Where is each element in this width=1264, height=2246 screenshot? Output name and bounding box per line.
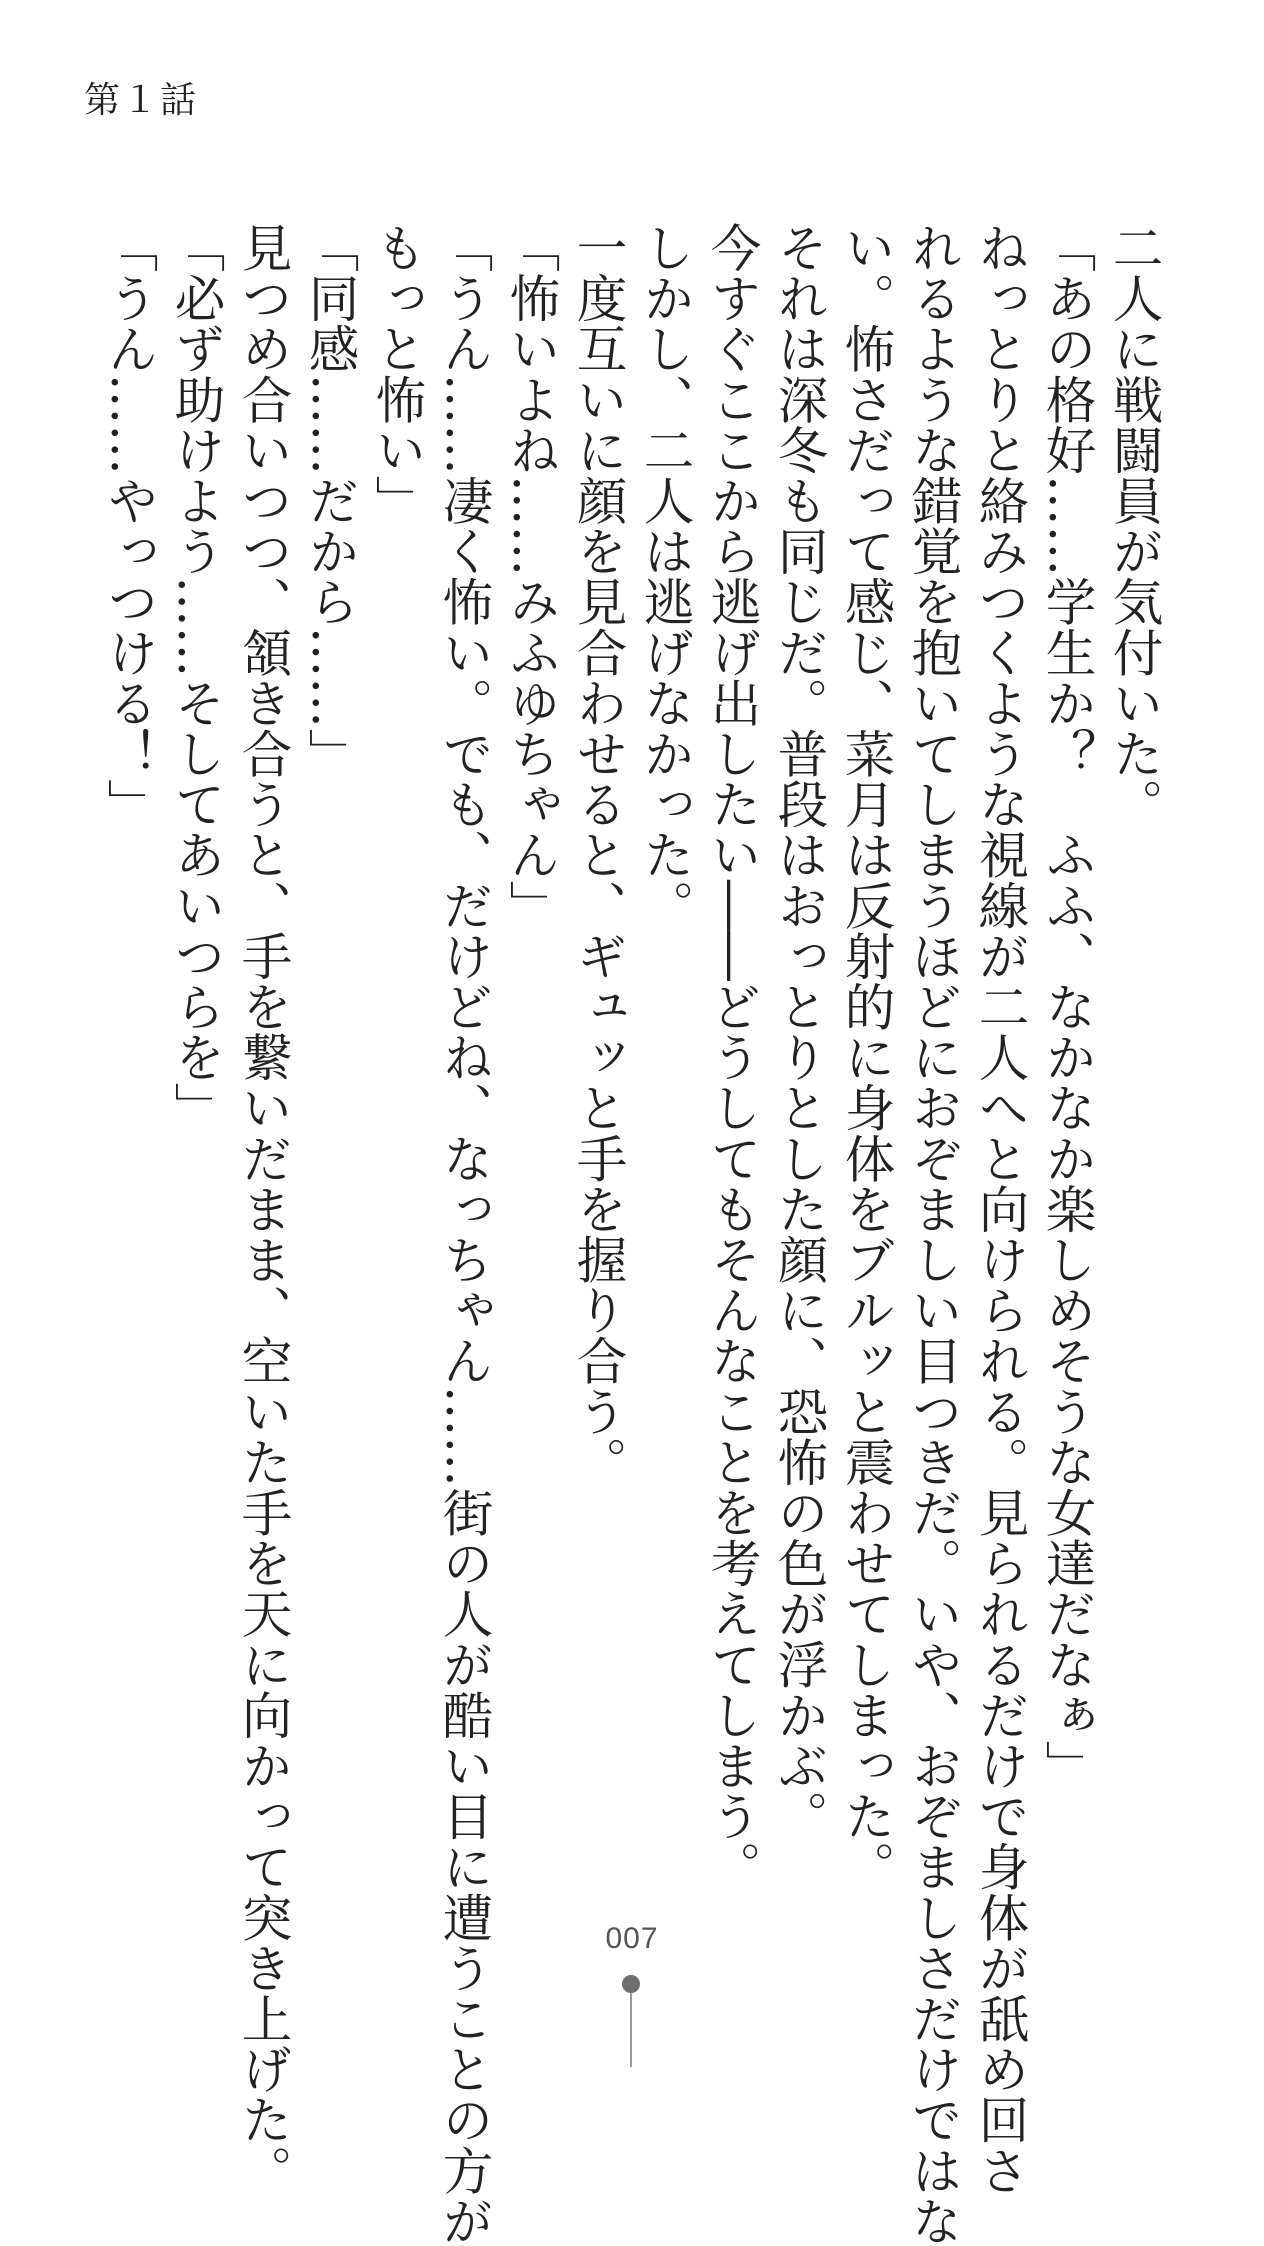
text-line: 一度互いに顔を見合わせると、ギュッと手を握り合う。 [569,222,628,1487]
text-line: れるような錯覚を抱いてしまうほどにおぞましい目つきだ。いや、おぞましさだけではな [904,222,963,2246]
chapter-header: 第１話 [84,80,199,121]
page-number: 007 [605,1922,659,1955]
text-line: それは深冬も同じだ。普段はおっとりとした顔に、恐怖の色が浮かぶ。 [770,222,829,1842]
text-line: 見つめ合いつつ、頷き合うと、手を繋いだまま、空いた手を天に向かって突き上げた。 [234,222,293,2196]
text-line: 「怖いよね……みふゆちゃん」 [502,222,561,931]
page-marker-dot [622,1975,640,1993]
text-line: 「あの格好……学生か？ ふふ、なかなか楽しめそうな女達だなぁ」 [1038,222,1097,1791]
text-line: 「うん……やっつける！」 [100,222,159,830]
text-line: もっと怖い」 [368,222,427,526]
text-line: い。怖さだって感じ、菜月は反射的に身体をブルッと震わせてしまった。 [837,222,896,1892]
text-line: 二人に戦闘員が気付いた。 [1105,222,1164,830]
text-line: 「必ず助けよう……そしてあいつらを」 [167,222,226,1133]
page-marker-rule [630,1993,632,2067]
text-line: 「同感……だから……」 [301,222,360,779]
text-line: ねっとりと絡みつくような視線が二人へと向けられる。見られるだけで身体が舐め回さ [971,222,1030,2196]
text-line: 「うん……凄く怖い。でも、だけどね、なっちゃん……街の人が酷い目に遭うことの方が [435,222,494,2246]
text-line: しかし、二人は逃げなかった。 [636,222,695,931]
text-line: 今すぐここから逃げ出したい――どうしてもそんなことを考えてしまう。 [703,222,762,1892]
